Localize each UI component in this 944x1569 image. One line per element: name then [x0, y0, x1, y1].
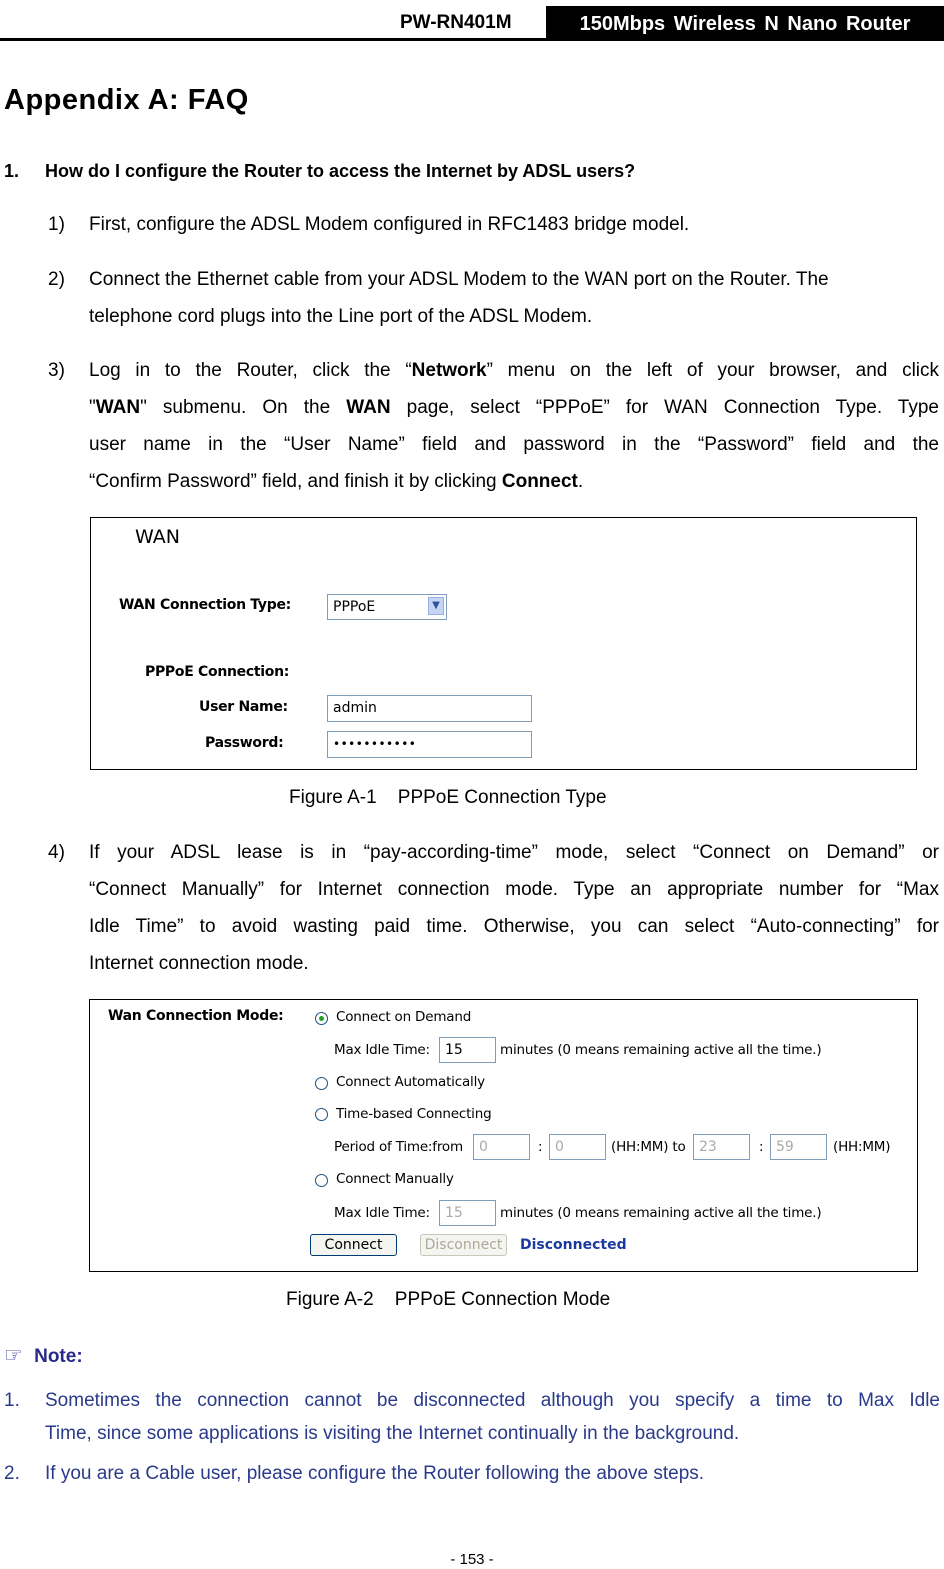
step-number: 3) [48, 360, 65, 381]
step-text: Log in to the Router, click the “Network” menu on the left of your browser, and click [89, 360, 940, 381]
wan-connection-type-select[interactable]: PPPoE ▼ [327, 594, 447, 620]
note-number: 2. [4, 1463, 20, 1484]
radio-connect-manually[interactable] [315, 1174, 328, 1187]
username-label: User Name: [199, 699, 288, 715]
step-text: telephone cord plugs into the Line port of the ADSL Modem. [89, 306, 593, 327]
pointing-hand-icon: ☞ [4, 1343, 23, 1367]
step-text: First, configure the ADSL Modem configured in RFC1483 bridge model. [89, 214, 690, 235]
to-hour-input[interactable]: 23 [693, 1134, 750, 1160]
step-text: “Confirm Password” field, and finish it by clicking Connect. [89, 471, 584, 492]
step-text: Internet connection mode. [89, 953, 309, 974]
page-number: - 153 - [450, 1551, 494, 1568]
figure-caption: Figure A-2 PPPoE Connection Mode [286, 1289, 611, 1310]
radio-time-based-connecting[interactable] [315, 1108, 328, 1121]
from-minute-input[interactable]: 0 [549, 1134, 606, 1160]
step-text: If your ADSL lease is in “pay-according-time” mode, select “Connect on Demand” or [89, 842, 939, 863]
step-text: “Connect Manually” for Internet connection mode. Type an appropriate number for “Max [89, 879, 939, 900]
step-number: 4) [48, 842, 65, 863]
note-text: If you are a Cable user, please configure the Router following the above steps. [45, 1463, 705, 1484]
step-text: Connect the Ethernet cable from your ADSL Modem to the WAN port on the Router. The [89, 269, 829, 290]
note-header [4, 1343, 83, 1368]
page-heading: Appendix A: FAQ [4, 84, 249, 116]
time-colon: : [538, 1139, 543, 1155]
connection-status: Disconnected [520, 1237, 627, 1253]
step-number: 1) [48, 214, 65, 235]
pppoe-connection-label: PPPoE Connection: [145, 664, 290, 680]
period-of-time-label: Period of Time:from [334, 1139, 463, 1155]
chevron-down-icon[interactable]: ▼ [428, 597, 444, 615]
time-colon: : [759, 1139, 764, 1155]
password-label: Password: [205, 735, 284, 751]
note-label: Note: [34, 1346, 83, 1367]
question-number: 1. [4, 161, 20, 181]
max-idle-time-label: Max Idle Time: [334, 1205, 430, 1221]
step-text: user name in the “User Name” field and password in the “Password” field and the [89, 434, 939, 455]
connect-button[interactable]: Connect [310, 1234, 397, 1256]
hhmm-label: (HH:MM) [833, 1139, 891, 1155]
header-rule [0, 38, 944, 41]
figure-wan-connection-type [90, 517, 917, 770]
step-text: "WAN" submenu. On the WAN page, select “PPPoE” for WAN Connection Type. Type [89, 397, 940, 418]
max-idle-time-hint: minutes (0 means remaining active all the time.) [500, 1042, 822, 1058]
max-idle-time-input-manual[interactable]: 15 [439, 1200, 496, 1226]
wan-title: WAN [135, 526, 180, 548]
option-connect-manually: Connect Manually [336, 1171, 454, 1187]
hhmm-to-label: (HH:MM) to [611, 1139, 686, 1155]
disconnect-button[interactable]: Disconnect [420, 1234, 507, 1256]
figure-wan-connection-mode [89, 999, 918, 1272]
option-time-based-connecting: Time-based Connecting [336, 1106, 492, 1122]
note-text: Sometimes the connection cannot be disconnected although you specify a time to Max Idle [45, 1390, 940, 1411]
header-model: PW-RN401M [400, 12, 512, 33]
option-connect-on-demand: Connect on Demand [336, 1009, 472, 1025]
wan-connection-mode-label: Wan Connection Mode: [108, 1008, 284, 1024]
password-input[interactable]: ••••••••••• [327, 731, 532, 758]
max-idle-time-label: Max Idle Time: [334, 1042, 430, 1058]
to-minute-input[interactable]: 59 [770, 1134, 827, 1160]
note-text: Time, since some applications is visiting the Internet continually in the background. [45, 1423, 740, 1444]
username-input[interactable]: admin [327, 695, 532, 722]
max-idle-time-input[interactable]: 15 [439, 1037, 496, 1063]
radio-connect-on-demand[interactable] [315, 1012, 328, 1025]
wan-connection-type-label: WAN Connection Type: [119, 597, 291, 613]
max-idle-time-hint: minutes (0 means remaining active all the time.) [500, 1205, 822, 1221]
figure-caption: Figure A-1 PPPoE Connection Type [289, 787, 607, 808]
step-text: Idle Time” to avoid wasting paid time. Otherwise, you can select “Auto-connecting” for [89, 916, 939, 937]
step-number: 2) [48, 269, 65, 290]
option-connect-automatically: Connect Automatically [336, 1074, 485, 1090]
header-title: 150Mbps Wireless N Nano Router [546, 6, 944, 39]
radio-connect-automatically[interactable] [315, 1077, 328, 1090]
question-text: How do I configure the Router to access the Internet by ADSL users? [45, 161, 636, 181]
from-hour-input[interactable]: 0 [473, 1134, 530, 1160]
note-number: 1. [4, 1390, 20, 1411]
